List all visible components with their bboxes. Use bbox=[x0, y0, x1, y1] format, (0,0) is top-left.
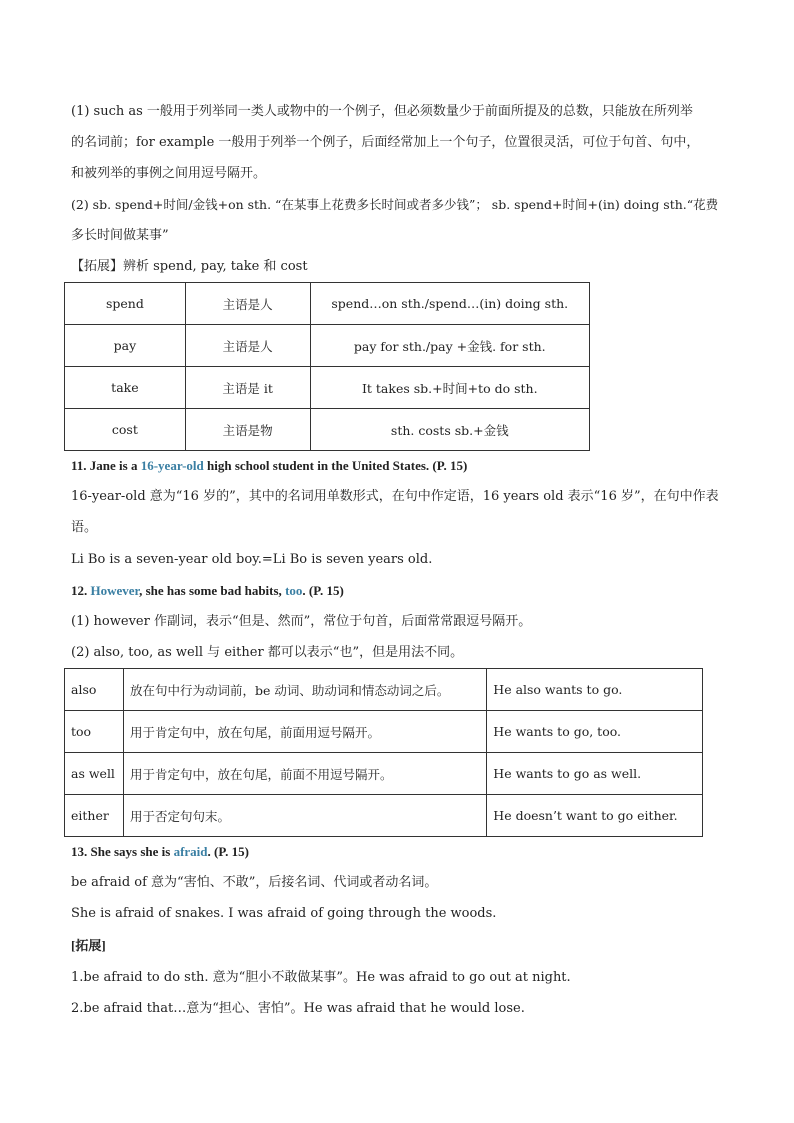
item12-heading bbox=[71, 575, 344, 606]
table-cell: either bbox=[65, 795, 124, 837]
item11-highlight: 16-year-old bbox=[140, 458, 204, 473]
item13-example: She is afraid of snakes. I was afraid of going through the woods. bbox=[71, 906, 497, 921]
table-cell: 用于否定句句末。 bbox=[123, 795, 486, 837]
table-row bbox=[65, 325, 590, 367]
item11-example: Li Bo is a seven-year old boy.=Li Bo is seven years old. bbox=[71, 552, 433, 567]
item13-heading bbox=[71, 836, 249, 867]
table-row bbox=[65, 795, 703, 837]
item11-post: high school student in the United States. (P. 15) bbox=[203, 458, 468, 473]
item13-pre: 13. She says she is bbox=[71, 844, 174, 859]
item11-explanation-line2: 语。 bbox=[71, 520, 98, 535]
comparison-table-spend-pay-take-cost bbox=[64, 282, 590, 451]
para2-line1: (2) sb. spend+时间/金钱+on sth. “在某事上花费多长时间或者多少钱”； sb. spend+时间+(in) doing sth.“花费 bbox=[71, 197, 719, 212]
para1-line3: 和被列举的事例之间用逗号隔开。 bbox=[71, 166, 267, 181]
item13-highlight: afraid bbox=[173, 844, 208, 859]
expand-heading-1: 【拓展】辨析 spend, pay, take 和 cost bbox=[71, 259, 308, 274]
table-cell: also bbox=[65, 669, 124, 711]
item12-mid: , she has some bad habits, bbox=[139, 583, 286, 598]
item12-pre: 12. bbox=[71, 583, 91, 598]
table-row bbox=[65, 283, 590, 325]
table-cell: He wants to go as well. bbox=[487, 753, 703, 795]
table-cell: sth. costs sb.+金钱 bbox=[310, 409, 589, 451]
para1-line2: 的名词前；for example 一般用于列举一个例子，后面经常加上一个句子，位置很灵活，可位于句首、句中， bbox=[71, 135, 700, 150]
table-cell: pay for sth./pay +金钱. for sth. bbox=[310, 325, 589, 367]
comparison-table-also-too-either bbox=[64, 668, 703, 837]
item11-pre: 11. Jane is a bbox=[71, 458, 141, 473]
table-cell: 用于肯定句中，放在句尾，前面不用逗号隔开。 bbox=[123, 753, 486, 795]
table-cell: He wants to go, too. bbox=[487, 711, 703, 753]
table-cell: 主语是人 bbox=[185, 325, 310, 367]
table-cell: spend…on sth./spend…(in) doing sth. bbox=[310, 283, 589, 325]
item13-extension-1: 1.be afraid to do sth. 意为“胆小不敢做某事”。He was afraid to go out at night. bbox=[71, 970, 571, 985]
table-cell: 放在句中行为动词前，be 动词、助动词和情态动词之后。 bbox=[123, 669, 486, 711]
expand-heading-2: [拓展] bbox=[71, 938, 106, 953]
table-cell: cost bbox=[65, 409, 186, 451]
table-row bbox=[65, 711, 703, 753]
table-cell: too bbox=[65, 711, 124, 753]
table-row bbox=[65, 669, 703, 711]
table-cell: It takes sb.+时间+to do sth. bbox=[310, 367, 589, 409]
item12-explanation-line2: (2) also, too, as well 与 either 都可以表示“也”，但是用法不同。 bbox=[71, 645, 464, 660]
table-cell: spend bbox=[65, 283, 186, 325]
item11-heading bbox=[71, 450, 467, 481]
para2-line2: 多长时间做某事” bbox=[71, 228, 169, 243]
item12-highlight-too: too bbox=[285, 583, 303, 598]
table-cell: He also wants to go. bbox=[487, 669, 703, 711]
item12-explanation-line1: (1) however 作副词，表示“但是、然而”，常位于句首，后面常常跟逗号隔开。 bbox=[71, 614, 532, 629]
item12-post: . (P. 15) bbox=[302, 583, 344, 598]
table-cell: 主语是人 bbox=[185, 283, 310, 325]
item13-post: . (P. 15) bbox=[207, 844, 249, 859]
item12-highlight-however: However bbox=[90, 583, 140, 598]
table-row bbox=[65, 753, 703, 795]
table-cell: 用于肯定句中，放在句尾，前面用逗号隔开。 bbox=[123, 711, 486, 753]
table-cell: 主语是 it bbox=[185, 367, 310, 409]
table-row bbox=[65, 367, 590, 409]
item13-extension-2: 2.be afraid that…意为“担心、害怕”。He was afraid that he would lose. bbox=[71, 1001, 525, 1016]
table-cell: 主语是物 bbox=[185, 409, 310, 451]
table-cell: as well bbox=[65, 753, 124, 795]
para1-line1: (1) such as 一般用于列举同一类人或物中的一个例子，但必须数量少于前面所提及的总数，只能放在所列举 bbox=[71, 104, 693, 119]
item13-explanation: be afraid of 意为“害怕、不敢”，后接名词、代词或者动名词。 bbox=[71, 875, 438, 890]
item11-explanation-line1: 16-year-old 意为“16 岁的”，其中的名词用单数形式，在句中作定语，16 years old 表示“16 岁”，在句中作表 bbox=[71, 489, 719, 504]
table-row bbox=[65, 409, 590, 451]
table-cell: pay bbox=[65, 325, 186, 367]
table-cell: He doesn’t want to go either. bbox=[487, 795, 703, 837]
table-cell: take bbox=[65, 367, 186, 409]
